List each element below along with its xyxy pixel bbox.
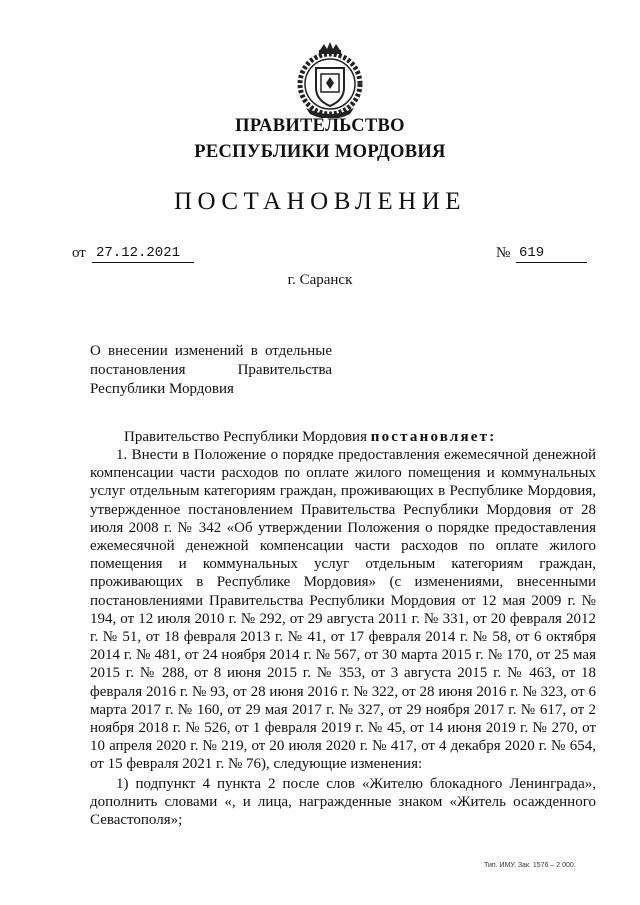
- subject-line: О внесении изменений в отдельные: [90, 343, 332, 359]
- paragraph-2: 1) подпункт 4 пункта 2 после слов «Жителю блокадного Ленинграда», дополнить словами «, и лица, награжденные знаком «Житель осажденного Севастополя»;: [90, 776, 596, 829]
- date-value: 27.12.2021: [92, 244, 194, 263]
- paragraph-1: 1. Внести в Положение о порядке предоставления ежемесячной денежной компенсации части расходов по оплате жилого помещения и коммунальных услуг отдельным категориям граждан, проживающих в Республике Мордовия, утвержденное постановлением Правительства Республики Мордовия от 28 июля 2008 г. № 342 «Об утверждении Положения о порядке предоставления ежемесячной денежной компенсации части расходов по оплате жилого помещения и коммунальных услуг отдельным категориям граждан, проживающих в Республике Мордовия» (с изменениями, внесенными постановлениями Правительства Республики Мордовия от 12 мая 2009 г. № 194, от 12 июля 2010 г. № 292, от 29 августа 2011 г. № 331, от 20 февраля 2012 г. № 51, от 18 февраля 2013 г. № 41, от 17 февраля 2014 г. № 58, от 6 октября 2014 г. № 481, от 24 ноября 2014 г. № 567, от 30 марта 2015 г. № 170, от 25 мая 2015 г. № 288, от 8 июня 2015 г. № 353, от 3 августа 2015 г. № 463, от 18 февраля 2016 г. № 93, от 28 июня 2016 г. № 322, от 28 июня 2016 г. № 323, от 6 марта 2017 г. № 160, от 29 мая 2017 г. № 327, от 29 ноября 2017 г. № 617, от 2 ноября 2018 г. № 526, от 1 февраля 2019 г. № 45, от 14 июня 2019 г. № 270, от 10 апреля 2020 г. № 219, от 20 июля 2020 г. № 417, от 4 декабря 2020 г. № 654, от 15 февраля 2021 г. № 76), следующие изменения:: [90, 447, 596, 773]
- city-line: г. Саранск: [287, 272, 353, 288]
- intro-prefix: Правительство Республики Мордовия: [124, 429, 371, 445]
- subject-line: Республики Мордовия: [90, 381, 234, 397]
- intro-paragraph: [90, 428, 596, 446]
- republic-title: РЕСПУБЛИКИ МОРДОВИЯ: [194, 142, 446, 162]
- document-type-title: ПОСТАНОВЛЕНИЕ: [173, 188, 467, 215]
- printer-imprint: Тип. ИМУ. Зак. 1576 – 2 000.: [484, 862, 576, 869]
- mordovia-coat-of-arms-icon: [296, 40, 364, 118]
- government-title: ПРАВИТЕЛЬСТВО: [235, 116, 405, 136]
- number-label: №: [496, 245, 511, 261]
- date-label: от: [72, 245, 86, 261]
- subject-heading: [90, 342, 332, 399]
- intro-resolves: постановляет:: [370, 429, 497, 445]
- number-value: 619: [516, 244, 587, 263]
- subject-line: постановления Правительства: [90, 362, 332, 378]
